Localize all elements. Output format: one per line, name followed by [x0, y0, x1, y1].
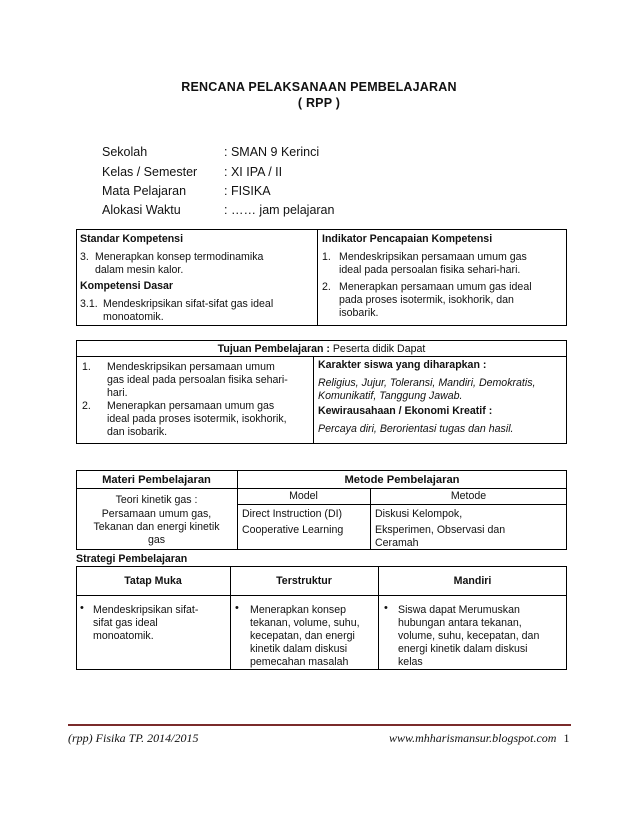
strategi-col3-line: hubungan antara tekanan,: [398, 617, 522, 629]
bullet-icon: •: [235, 602, 239, 614]
metode-header: Metode Pembelajaran: [344, 474, 460, 486]
info-value: : XI IPA / II: [224, 165, 283, 179]
kd-number: 3.1.: [80, 298, 98, 310]
sk-header: Standar Kompetensi: [80, 233, 184, 245]
info-value: : SMAN 9 Kerinci: [224, 145, 320, 159]
tujuan-header: [76, 343, 567, 356]
metode-item: Diskusi Kelompok,: [375, 508, 463, 520]
ipk-header: Indikator Pencapaian Kompetensi: [322, 233, 493, 245]
strategi-col2-line: tekanan, volume, suhu,: [250, 617, 360, 629]
footer-rule: [68, 724, 571, 726]
info-value: : FISIKA: [224, 184, 271, 198]
sk-text-line: dalam mesin kalor.: [95, 264, 184, 276]
info-row-sekolah: [102, 145, 319, 159]
strategi-col2-line: pemecahan masalah: [250, 656, 349, 668]
tujuan-header-divider: [76, 356, 567, 357]
footer-website: www.mhharismansur.blogspot.com: [389, 731, 557, 745]
model-item: Direct Instruction (DI): [242, 508, 343, 520]
materi-header-divider: [76, 488, 567, 489]
kd-text-line: monoatomik.: [103, 311, 164, 323]
strategi-header-divider: [76, 595, 567, 596]
model-header: Model: [289, 490, 318, 502]
strategi-col1-line: Mendeskripsikan sifat-: [93, 604, 199, 616]
ipk-line: Menerapkan persamaan umum gas ideal: [339, 281, 532, 293]
footer-right: [389, 731, 569, 746]
tujuan-col-divider: [313, 356, 314, 444]
strategi-col3-line: energi kinetik dalam diskusi: [398, 643, 528, 655]
info-label: Sekolah: [102, 145, 148, 159]
kompetensi-divider: [317, 229, 318, 326]
metode-item: Eksperimen, Observasi dan: [375, 524, 506, 536]
kd-text-line: Mendeskripsikan sifat-sifat gas ideal: [103, 298, 274, 310]
metode-sub-header: Metode: [450, 490, 487, 502]
info-row-alokasi: [102, 203, 334, 217]
karakter-line: Religius, Jujur, Toleransi, Mandiri, Demokratis,: [318, 377, 536, 389]
strategi-col2-line: kinetik dalam diskusi: [250, 643, 348, 655]
tujuan-header-bold: Tujuan Pembelajaran :: [217, 343, 330, 355]
strategi-col1-line: monoatomik.: [93, 630, 154, 642]
materi-line: Teori kinetik gas :: [115, 494, 198, 506]
strategi-col3-line: volume, suhu, kecepatan, dan: [398, 630, 540, 642]
strategi-col1-line: sifat gas ideal: [93, 617, 158, 629]
sk-text-line: Menerapkan konsep termodinamika: [95, 251, 264, 263]
info-row-mapel: [102, 184, 271, 198]
tujuan-line: gas ideal pada persoalan fisika sehari-: [107, 374, 288, 386]
ipk-line: Mendeskripsikan persamaan umum gas: [339, 251, 527, 263]
tujuan-header-rest: Peserta didik Dapat: [329, 343, 426, 355]
materi-header: Materi Pembelajaran: [102, 474, 211, 486]
karakter-line: Komunikatif, Tanggung Jawab.: [318, 390, 463, 402]
metode-item: Ceramah: [375, 537, 419, 549]
document-subtitle: ( RPP ): [297, 96, 341, 110]
info-value: : …… jam pelajaran: [224, 203, 335, 217]
karakter-header: Karakter siswa yang diharapkan :: [318, 359, 487, 371]
tujuan-line: Mendeskripsikan persamaan umum: [107, 361, 275, 373]
ipk-line: pada proses isotermik, isokhorik, dan: [339, 294, 514, 306]
strategi-col2-line: kecepatan, dan energi: [250, 630, 355, 642]
model-item: Cooperative Learning: [242, 524, 344, 536]
kd-header: Kompetensi Dasar: [80, 280, 174, 292]
info-label: Mata Pelajaran: [102, 184, 187, 198]
tujuan-number: 2.: [82, 400, 91, 412]
strategi-label: Strategi Pembelajaran: [76, 553, 188, 565]
footer-left: (rpp) Fisika TP. 2014/2015: [68, 731, 199, 745]
sk-number: 3.: [80, 251, 89, 263]
bullet-icon: •: [80, 602, 84, 614]
strategi-col3-line: kelas: [398, 656, 423, 668]
tujuan-number: 1.: [82, 361, 91, 373]
tujuan-line: hari.: [107, 387, 128, 399]
info-row-kelas: [102, 165, 282, 179]
bullet-icon: •: [384, 602, 388, 614]
document-title: RENCANA PELAKSANAAN PEMBELAJARAN: [181, 80, 457, 94]
strategi-col2-header: Terstruktur: [276, 575, 332, 587]
strategi-col3-header: Mandiri: [453, 575, 492, 587]
materi-line: gas: [147, 534, 166, 546]
ipk-number: 2.: [322, 281, 331, 293]
strategi-col1-header: Tatap Muka: [124, 575, 182, 587]
info-label: Alokasi Waktu: [102, 203, 181, 217]
materi-line: Persamaan umum gas,: [101, 508, 212, 520]
materi-line: Tekanan dan energi kinetik: [93, 521, 220, 533]
metode-sub-divider: [237, 504, 567, 505]
kewirausahaan-text: Percaya diri, Berorientasi tugas dan hasil.: [318, 423, 514, 435]
info-label: Kelas / Semester: [102, 165, 198, 179]
page-number: 1: [563, 731, 570, 745]
tujuan-line: dan isobarik.: [107, 426, 168, 438]
ipk-number: 1.: [322, 251, 331, 263]
strategi-col3-line: Siswa dapat Merumuskan: [398, 604, 520, 616]
ipk-line: ideal pada persoalan fisika sehari-hari.: [339, 264, 521, 276]
strategi-col2-line: Menerapkan konsep: [250, 604, 346, 616]
ipk-line: isobarik.: [339, 307, 379, 319]
tujuan-line: ideal pada proses isotermik, isokhorik,: [107, 413, 287, 425]
kewirausahaan-header: Kewirausahaan / Ekonomi Kreatif :: [318, 405, 493, 417]
tujuan-line: Menerapkan persamaan umum gas: [107, 400, 275, 412]
